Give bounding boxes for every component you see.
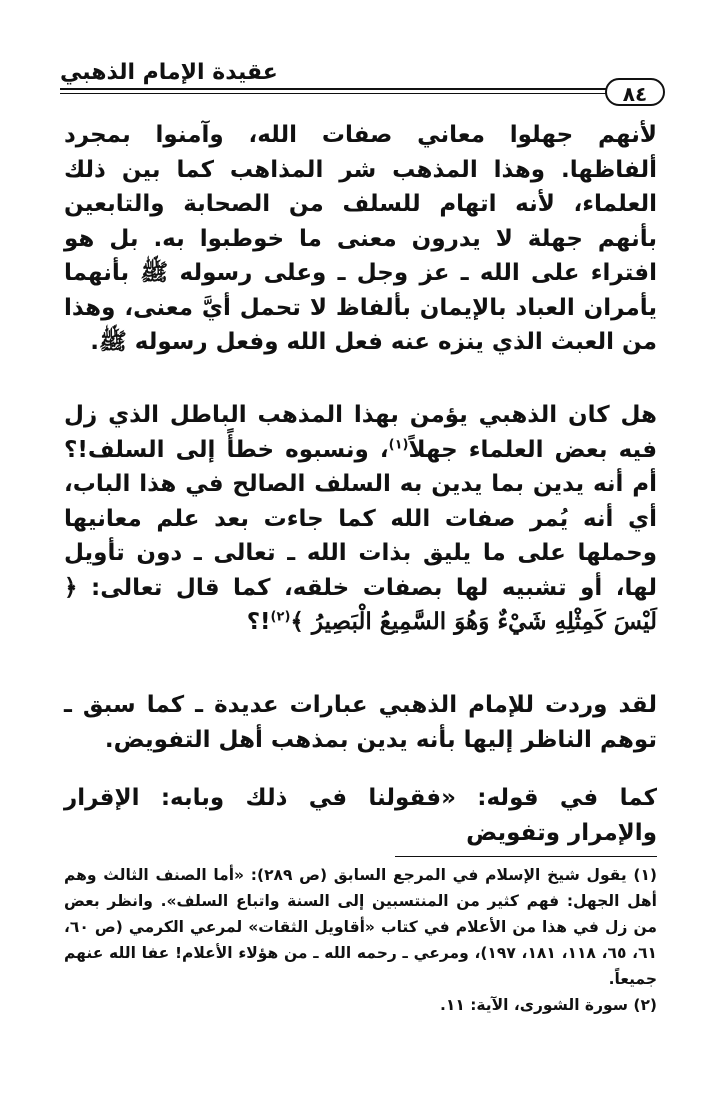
paragraph-2-end: !؟: [246, 609, 271, 635]
paragraph-2-part-a: هل كان الذهبي يؤمن بهذا المذهب الباطل الذي زل فيه بعض العلماء جهلاً: [64, 402, 658, 463]
paragraph-4: كما في قوله: «فقولنا في ذلك وبابه: الإقرار والإمرار وتفويض: [64, 785, 657, 846]
footnotes: [64, 862, 657, 1018]
quran-verse: ﴿ لَيْسَ كَمِثْلِهِ شَيْءٌ وَهُوَ السَّمِيعُ الْبَصِيرُ ﴾: [64, 573, 657, 635]
footnote-separator: [395, 856, 657, 857]
paragraph-3: لقد وردت للإمام الذهبي عبارات عديدة ـ كما سبق ـ توهم الناظر إليها بأنه يدين بمذهب أهل التفويض.: [64, 692, 657, 753]
page-number: ٨٤: [605, 78, 665, 106]
footnote-ref-2: (٢): [270, 609, 291, 625]
paragraph-1: لأنهم جهلوا معاني صفات الله، وآمنوا بمجرد ألفاظها. وهذا المذهب شر المذاهب كما بين ذلك العلماء، لأنه اتهام للسلف من الصحابة والتابعين بأنهم جهلة لا يدرون معنى ما خوطبوا به. بل هو افتراء على الله ـ عز وجل ـ وعلى رسوله ﷺ بأنهما يأمران العباد بالإيمان بألفاظ لا تحمل أيَّ معنى، وهذا من العبث الذي ينزه عنه فعل الله وفعل رسوله ﷺ.: [64, 122, 657, 355]
paragraph-2: [64, 398, 657, 640]
header-rule: [60, 88, 609, 90]
header-rule-thin: [60, 93, 609, 94]
footnote-ref-1: (١): [388, 436, 409, 452]
paragraph-2-part-b: ، ونسبوه خطأً إلى السلف!؟ أم أنه يدين بما يدين به السلف الصالح في هذا الباب، أي أنه يُمر صفات الله كما جاءت بعد علم معانيها وحملها على ما يليق بذات الله ـ تعالى ـ دون تأويل لها، أو تشبيه لها بصفات خلقه، كما قال تعالى:: [64, 436, 658, 601]
page-header: [60, 58, 665, 106]
footnote-2: (٢) سورة الشورى، الآية: ١١.: [440, 996, 657, 1014]
footnote-1: (١) يقول شيخ الإسلام في المرجع السابق (ص ٢٨٩): «أما الصنف الثالث وهم أهل الجهل: فهم كثير من المنتسبين إلى السنة واتباع السلف». وانظر بعض من زل في هذا من الأعلام في كتاب «أقاويل الثقات» لمرعي الكرمي (ص ٦٠، ٦١، ٦٥، ١١٨، ١٨١، ١٩٧)، ومرعي ـ رحمه الله ـ من هؤلاء الأعلام! عفا الله عنهم جميعاً.: [64, 866, 657, 988]
running-title: عقيدة الإمام الذهبي: [60, 60, 278, 85]
